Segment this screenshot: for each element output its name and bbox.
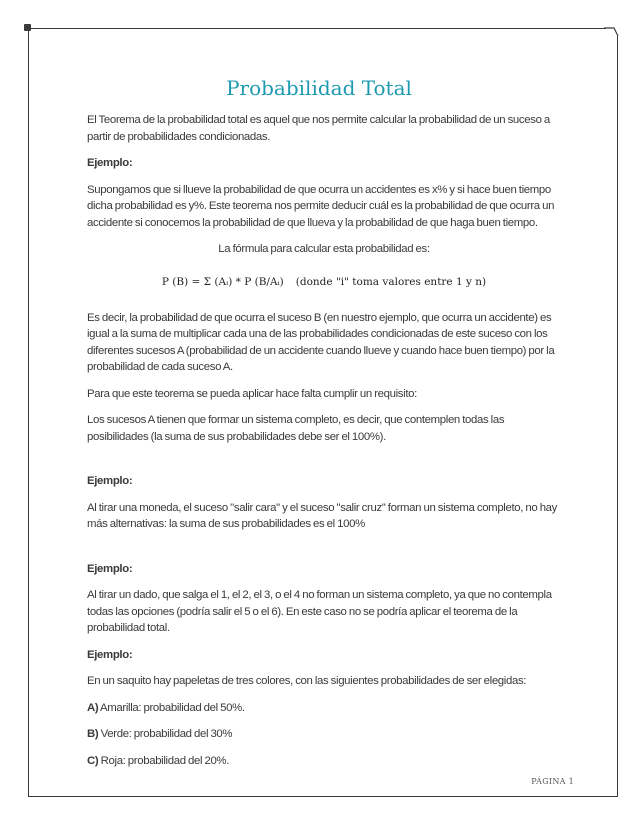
page-border-left (28, 28, 29, 796)
page-border-right (617, 36, 618, 796)
option-item (87, 753, 561, 770)
page-border-top (28, 28, 606, 29)
example-paragraph: Al tirar un dado, que salga el 1, el 2, el 3, o el 4 no forman un sistema completo, ya que no contempla todas las opciones (podría salir el 5 o el 6). En este caso no se podría aplicar el teorema de la probabilidad total. (87, 589, 552, 634)
formula-note: (donde "i" toma valores entre 1 y n) (295, 276, 487, 289)
intro-paragraph: El Teorema de la probabilidad total es aquel que nos permite calcular la probabilidad de un suceso a partir de probabilidades condicionadas. (87, 114, 550, 143)
spacer (87, 543, 561, 561)
option-item (87, 726, 561, 743)
option-item (87, 700, 561, 717)
option-text: Amarilla: probabilidad del 50%. (100, 701, 245, 714)
formula-expression: P (B) = Σ (Aᵢ) * P (B/Aᵢ) (161, 276, 284, 289)
example-label: Ejemplo: (87, 157, 133, 169)
explanation-paragraph: Es decir, la probabilidad de que ocurra el suceso B (en nuestro ejemplo, que ocurra un accidente) es igual a la suma de multiplicar cada una de las probabilidades condicionadas de este suceso con los diferentes sucesos A (probabilidad de un accidente cuando llueve y cuando hace buen tiempo) por la probabilidad de cada suceso A. (87, 311, 555, 373)
example-label: Ejemplo: (87, 475, 133, 487)
option-letter: C) (87, 754, 99, 767)
formula-image (87, 268, 561, 298)
example-paragraph: Supongamos que si llueve la probabilidad de que ocurra un accidentes es x% y si hace buen tiempo dicha probabilidad es y%. Este teorema nos permite deducir cuál es la probabilidad de que ocurra un accidente si conocemos la probabilidad de que llueva y la probabilidad de que haga buen tiempo. (87, 183, 555, 229)
option-text: Verde: probabilidad del 30% (100, 728, 233, 740)
formula-intro: La fórmula para calcular esta probabilidad es: (218, 243, 430, 255)
option-letter: A) (87, 701, 99, 714)
page-title: Probabilidad Total (226, 76, 412, 100)
example-paragraph: En un saquito hay papeletas de tres colores, con las siguientes probabilidades de ser elegidas: (87, 675, 527, 687)
example-label: Ejemplo: (87, 562, 133, 575)
option-letter: B) (87, 728, 99, 740)
page-number: PÁGINA 1 (531, 777, 574, 786)
example-paragraph: Al tirar una moneda, el suceso "salir cara" y el suceso "salir cruz" forman un sistema completo, no hay más alternativas: la suma de sus probabilidades es el 100% (87, 501, 558, 530)
page-border-bottom (28, 796, 618, 797)
condition-paragraph: Los sucesos A tienen que formar un sistema completo, es decir, que contemplen todas las posibilidades (la suma de sus probabilidades debe ser el 100%). (87, 414, 505, 443)
spacer (87, 455, 561, 473)
option-text: Roja: probabilidad del 20%. (100, 754, 230, 767)
page-fold-corner (604, 26, 620, 38)
document-body (87, 112, 561, 779)
requirement-paragraph: Para que este teorema se pueda aplicar hace falta cumplir un requisito: (87, 387, 417, 400)
example-label: Ejemplo: (87, 648, 133, 661)
